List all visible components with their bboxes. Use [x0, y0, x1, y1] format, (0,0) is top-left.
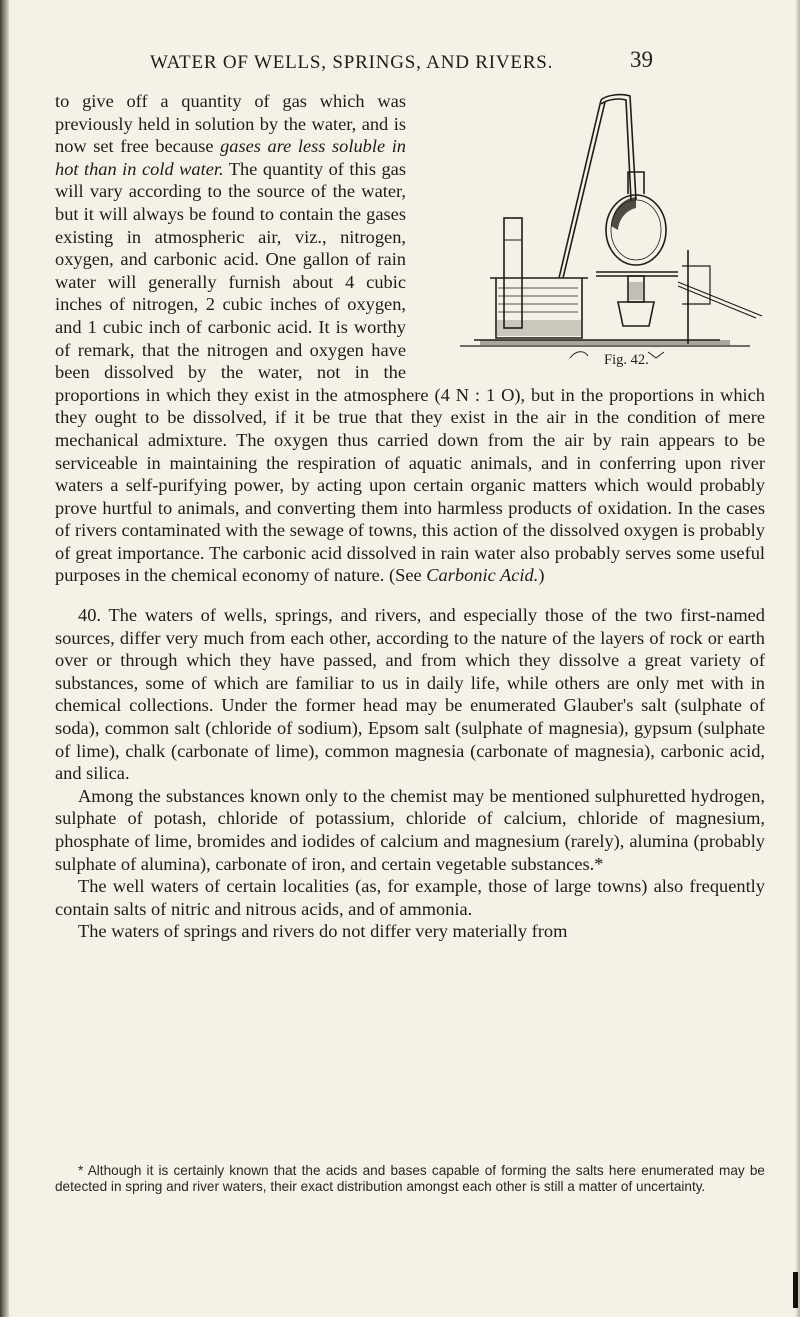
page-number: 39 — [630, 47, 653, 72]
gas-apparatus-illustration — [420, 90, 765, 372]
paragraph-40: 40. The waters of wells, springs, and rivers, and especially those of the two first-named sources, differ very much from each other, according to the nature of the layers of rock or earth over or through which they have passed, and from which they dissolve a great variety of substances, some of which are familiar to us in daily life, while others are only met with in chemical collections. Under the former head may be enumerated Glauber's salt (sulphate of soda), common salt (chloride of sodium), Epsom salt (sulphate of magnesia), gypsum (sulphate of lime), chalk (carbonate of lime), common magnesia (carbonate of magnesia), carbonic acid, and silica. — [55, 605, 765, 784]
p1-text-a: to give off a quantity of gas which was previously held in solution by the water, and is now set free because — [55, 91, 406, 157]
scan-artifact — [793, 1272, 798, 1308]
paragraph-chemist-substances: Among the substances known only to the chemist may be mentioned sulphuretted hydrogen, sulphate of potash, chloride of potassium, chloride of calcium, chloride of magnesium, phosphate of lime, bromides and iodides of calcium and magnesium (rarely), alumina (probably sulphate of alumina), carbonate of iron, and certain vegetable substances.* — [55, 785, 765, 874]
paragraph-springs-rivers: The waters of springs and rivers do not differ very materially from — [78, 921, 568, 942]
page-binding-edge — [0, 0, 9, 1317]
paragraph-well-waters: The well waters of certain localities (as, for example, those of large towns) also frequently contain salts of nitric and nitrous acids, and of ammonia. — [55, 876, 765, 919]
main-text — [55, 90, 765, 943]
footnote-text: * Although it is certainly known that the acids and bases capable of forming the salts here enumerated may be detected in spring and river waters, their exact distribution amongst each other is still a matter of uncertainty. — [55, 1163, 765, 1194]
p1-text-b: The quantity of this gas will vary according to the source of the water, but it will always be found to contain the gases existing in atmospheric air, viz., nitrogen, oxygen, and carbonic acid. One gallon of rain water will generally furnish about 4 cubic inches of nitrogen, 2 cubic inches of oxygen, and 1 cubic inch of carbonic acid. It is worthy of remark, that the nitrogen and oxygen have been dissolved by the water, not in the proportions in which they exist in the atmosphere (4 N : 1 O), but in the proportions in which they ought to be dissolved, if it be true that they exist in the air in the condition of mere mechanical admixture. The oxygen thus carried down from the air by rain appears to be serviceable in maintaining the respiration of aquatic animals, and in conferring upon river waters a self-purifying power, by acting upon certain organic matters which would probably prove hurtful to animals, and converting them into harmless products of oxidation. In the cases of rivers contaminated with the sewage of towns, this action of the dissolved oxygen is probably of great importance. The carbonic acid dissolved in rain water also probably serves some useful purposes in the chemical economy of nature. (See — [55, 158, 765, 586]
running-head: WATER OF WELLS, SPRINGS, AND RIVERS. — [150, 52, 554, 73]
figure-caption: Fig. 42. — [604, 352, 649, 368]
footnote — [55, 1163, 765, 1195]
p1-cross-reference: Carbonic Acid. — [426, 565, 539, 586]
page-right-edge — [795, 0, 800, 1317]
figure-42 — [420, 90, 765, 372]
p1-italic-phrase: gases are less soluble in hot than in cold water. — [55, 136, 406, 179]
p1-text-c: ) — [538, 565, 545, 586]
